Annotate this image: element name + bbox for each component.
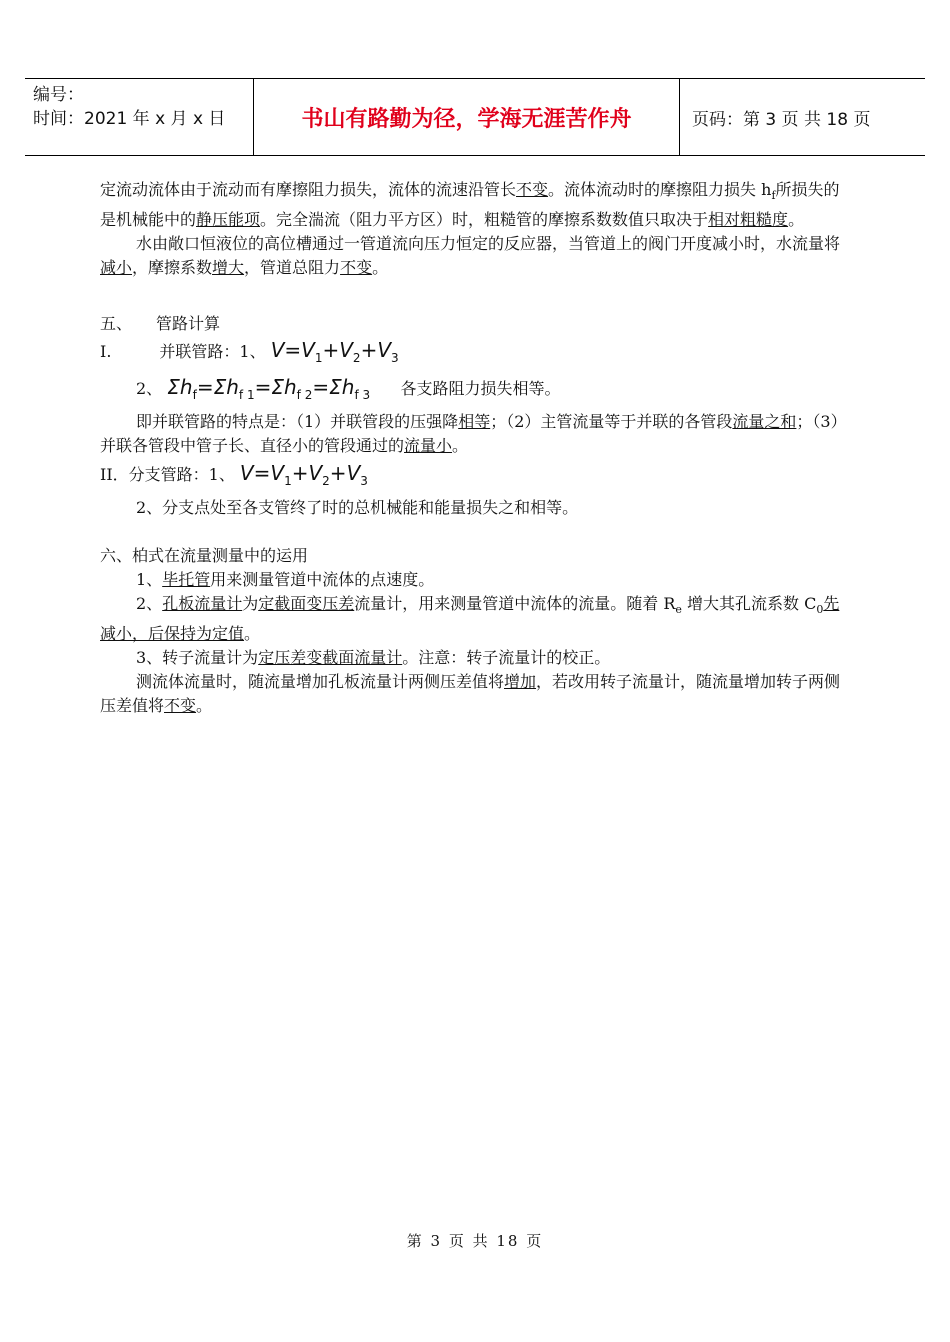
time-label: 时间：2021 年 x 月 x 日 — [33, 109, 226, 129]
paragraph-valve: 水由敞口恒液位的高位槽通过一管道流向压力恒定的反应器，当管道上的阀门开度减小时，水流量将减小，摩擦系数增大，管道总阻力不变。 — [100, 234, 841, 278]
equation-branch-flow: $V=V_1+V_2+V_3$ — [239, 461, 368, 489]
pressure-diff-paragraph: 测流体流量时，随流量增加孔板流量计两侧压差值将增加，若改用转子流量计，随流量增加转子两侧压差值将不变。 — [100, 672, 841, 716]
section-5-title: 五、 管路计算 — [100, 314, 221, 334]
header-motto: 书山有路勤为径，学海无涯苦作舟 — [254, 79, 680, 155]
header-meta — [25, 79, 254, 155]
document-body — [100, 178, 855, 718]
parallel-pipe-line: I. 并联管路：1、 $V=V_1+V_2+V_3$ — [100, 338, 399, 366]
branch-pipe-line: II．分支管路：1、 $V=V_1+V_2+V_3$ — [100, 461, 368, 489]
rotameter-line: 3、转子流量计为定压差变截面流量计。注意：转子流量计的校正。 — [136, 648, 611, 668]
page-header — [25, 78, 925, 156]
pitot-line: 1、毕托管用来测量管道中流体的点速度。 — [136, 570, 435, 590]
branch-pipe-point-2: 2、分支点处至各支管终了时的总机械能和能量损失之和相等。 — [136, 498, 579, 518]
paragraph-friction: 定流动流体由于流动而有摩擦阻力损失，流体的流速沿管长不变。流体流动时的摩擦阻力损失 $h_f$所损失的是机械能中的静压能项。完全湍流（阻力平方区）时，粗糙管的摩擦系数数值只取决于相对粗糙度。 — [100, 180, 840, 230]
number-label: 编号： — [33, 85, 84, 105]
section-6-title: 六、柏式在流量测量中的运用 — [100, 546, 309, 566]
parallel-pipe-loss-line: 2、 $\Sigma h_f=\Sigma h_{f 1}=\Sigma h_{f 2}=\Sigma h_{f 3}$ 各支路阻力损失相等。 — [136, 375, 561, 403]
equation-flow-sum: $V=V_1+V_2+V_3$ — [270, 338, 399, 366]
orifice-line: 2、孔板流量计为定截面变压差流量计，用来测量管道中流体的流量。随着 $R_e$ 增大其孔流系数 $C_0$先减小，后保持为定值。 — [100, 594, 840, 644]
equation-loss-equal: $\Sigma h_f=\Sigma h_{f 1}=\Sigma h_{f 2}=\Sigma h_{f 3}$ — [167, 375, 371, 403]
page-footer: 第 3 页 共 18 页 — [406, 1232, 544, 1250]
paragraph-parallel-features: 即并联管路的特点是：（1）并联管段的压强降相等；（2）主管流量等于并联的各管段流量之和；（3）并联各管段中管子长、直径小的管段通过的流量小。 — [100, 412, 847, 456]
header-page-info: 页码：第 3 页 共 18 页 — [692, 109, 871, 130]
